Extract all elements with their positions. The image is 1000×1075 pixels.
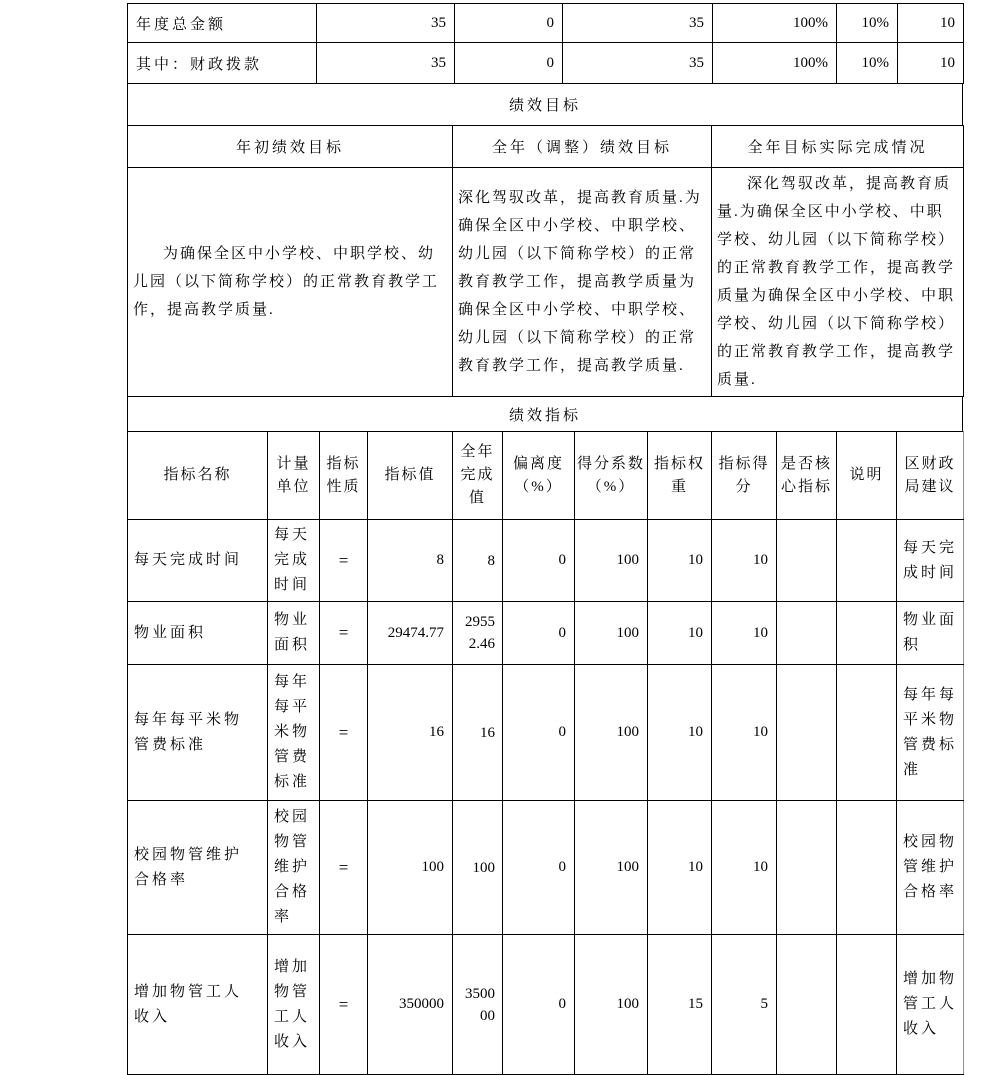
indicator-target-cell: 100 [368,801,453,935]
header-bureau-advice: 区财政局建议 [897,432,964,520]
indicators-section-title: 绩效指标 [128,397,963,432]
indicator-note-cell [837,602,897,665]
indicator-unit-cell: 校园物管维护合格率 [268,801,320,935]
indicator-completed-cell: 8 [453,520,503,602]
indicator-core-cell [777,801,837,935]
indicator-weight-cell: 15 [648,935,712,1075]
indicator-deviation-cell: 0 [503,665,575,801]
indicator-weight-cell: 10 [648,801,712,935]
indicator-weight-cell: 10 [648,602,712,665]
goals-table [127,125,964,397]
indicator-completed-cell: 29552.46 [453,602,503,665]
indicator-score-cell: 10 [712,602,777,665]
indicator-name-cell: 校园物管维护合格率 [128,801,268,935]
header-deviation: 偏离度（%） [503,432,575,520]
goals-section [127,83,963,126]
indicator-completed-cell: 350000 [453,935,503,1075]
summary-value-adjust: 0 [455,43,563,84]
indicator-nature-cell: = [320,801,368,935]
summary-value-final: 35 [563,4,713,43]
indicator-nature-cell: = [320,665,368,801]
indicator-score-coef-cell: 100 [575,935,648,1075]
indicator-score-cell: 10 [712,801,777,935]
indicator-nature-cell: = [320,602,368,665]
summary-value-budget: 35 [317,43,455,84]
goals-header-actual: 全年目标实际完成情况 [712,126,964,168]
indicator-nature-cell: = [320,935,368,1075]
indicator-core-cell [777,935,837,1075]
summary-label: 年度总金额 [128,4,317,43]
indicator-advice-cell: 每天完成时间 [897,520,964,602]
indicator-name-cell: 每年每平米物管费标准 [128,665,268,801]
summary-value-weight: 10% [837,43,898,84]
header-score-coefficient: 得分系数（%） [575,432,648,520]
header-weight: 指标权重 [648,432,712,520]
indicator-score-coef-cell: 100 [575,801,648,935]
indicator-score-coef-cell: 100 [575,602,648,665]
indicator-note-cell [837,665,897,801]
indicator-weight-cell: 10 [648,520,712,602]
indicator-unit-cell: 物业面积 [268,602,320,665]
indicator-unit-cell: 增加物管工人收入 [268,935,320,1075]
header-nature: 指标性质 [320,432,368,520]
summary-row-annual-total [128,4,964,43]
indicator-nature-cell: = [320,520,368,602]
indicator-deviation-cell: 0 [503,801,575,935]
indicator-advice-cell: 增加物管工人收入 [897,935,964,1075]
header-is-core: 是否核心指标 [777,432,837,520]
indicator-core-cell [777,665,837,801]
indicator-unit-cell: 每天完成时间 [268,520,320,602]
indicator-core-cell [777,520,837,602]
indicators-section [127,396,963,432]
indicator-row [128,935,964,1075]
indicator-row [128,520,964,602]
summary-value-rate: 100% [713,43,837,84]
performance-report-table [127,3,964,1075]
indicator-row [128,602,964,665]
indicator-note-cell [837,935,897,1075]
indicator-deviation-cell: 0 [503,520,575,602]
summary-value-score: 10 [898,43,964,84]
indicator-deviation-cell: 0 [503,935,575,1075]
indicator-completed-cell: 16 [453,665,503,801]
header-indicator-name: 指标名称 [128,432,268,520]
indicator-name-cell: 每天完成时间 [128,520,268,602]
summary-value-adjust: 0 [455,4,563,43]
header-target-value: 指标值 [368,432,453,520]
goals-content-row [128,168,964,397]
summary-row-fiscal [128,43,964,84]
indicator-target-cell: 8 [368,520,453,602]
indicator-unit-cell: 每年每平米物管费标准 [268,665,320,801]
header-note: 说明 [837,432,897,520]
summary-value-final: 35 [563,43,713,84]
header-score: 指标得分 [712,432,777,520]
indicator-row [128,801,964,935]
indicator-target-cell: 29474.77 [368,602,453,665]
goal-text-initial: 为确保全区中小学校、中职学校、幼儿园（以下简称学校）的正常教育教学工作，提高教学质量. [128,168,453,397]
summary-value-score: 10 [898,4,964,43]
indicator-row [128,665,964,801]
summary-value-weight: 10% [837,4,898,43]
indicator-score-coef-cell: 100 [575,665,648,801]
goals-section-title: 绩效目标 [128,84,963,126]
indicator-weight-cell: 10 [648,665,712,801]
indicator-advice-cell: 物业面积 [897,602,964,665]
indicator-score-cell: 10 [712,520,777,602]
budget-summary-table [127,3,964,84]
goals-header-row [128,126,964,168]
goals-header-initial: 年初绩效目标 [128,126,453,168]
indicator-score-cell: 10 [712,665,777,801]
indicator-deviation-cell: 0 [503,602,575,665]
indicators-table [127,431,964,1075]
summary-value-budget: 35 [317,4,455,43]
header-unit: 计量单位 [268,432,320,520]
indicator-advice-cell: 每年每平米物管费标准 [897,665,964,801]
indicator-target-cell: 350000 [368,935,453,1075]
header-completed-value: 全年完成值 [453,432,503,520]
summary-value-rate: 100% [713,4,837,43]
indicator-advice-cell: 校园物管维护合格率 [897,801,964,935]
summary-label: 其中：财政拨款 [128,43,317,84]
indicator-name-cell: 物业面积 [128,602,268,665]
indicator-note-cell [837,520,897,602]
goal-text-adjusted: 深化驾驭改革，提高教育质量.为确保全区中小学校、中职学校、幼儿园（以下简称学校）的正常教育教学工作，提高教学质量为确保全区中小学校、中职学校、幼儿园（以下简称学校）的正常教育教学工作，提高教学质量. [453,168,712,397]
indicator-score-cell: 5 [712,935,777,1075]
indicator-score-coef-cell: 100 [575,520,648,602]
indicator-name-cell: 增加物管工人收入 [128,935,268,1075]
goals-header-adjusted: 全年（调整）绩效目标 [453,126,712,168]
indicators-header-row [128,432,964,520]
indicator-core-cell [777,602,837,665]
goal-text-actual: 深化驾驭改革，提高教育质量.为确保全区中小学校、中职学校、幼儿园（以下简称学校）的正常教育教学工作，提高教学质量为确保全区中小学校、中职学校、幼儿园（以下简称学校）的正常教育教学工作，提高教学质量. [712,168,964,397]
indicator-note-cell [837,801,897,935]
indicator-completed-cell: 100 [453,801,503,935]
indicator-target-cell: 16 [368,665,453,801]
